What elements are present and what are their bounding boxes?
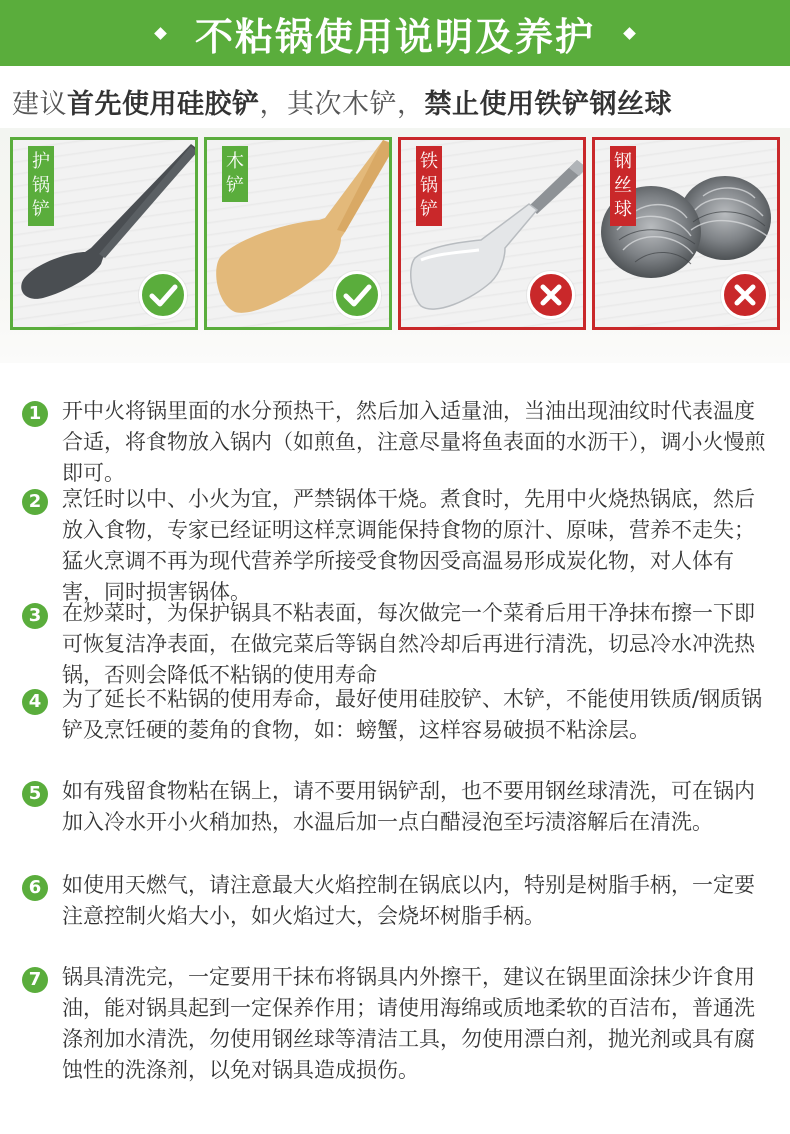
advice-part3: ，其次木铲，: [259, 89, 425, 120]
tool-card-wooden: [204, 137, 392, 330]
step-number-badge: 6: [22, 875, 48, 901]
tool-card-steel-wool: [592, 137, 780, 330]
instruction-text: 烹饪时以中、小火为宜，严禁锅体干烧。煮食时，先用中火烧热锅底，然后放入食物，专家已经证明这样烹调能保持食物的原汁、原味，营养不走失；猛火烹调不再为现代营养学所接受食物因受高温易形成炭化物，对人体有害，同时损害锅体。: [62, 487, 755, 604]
instruction-text: 锅具清洗完，一定要用干抹布将锅具内外擦干，建议在锅里面涂抹少许食用油，能对锅具起到一定保养作用；请使用海绵或质地柔软的百洁布，普通洗涤剂加水清洗，勿使用钢丝球等清洁工具，勿使用漂白剂，抛光剂或具有腐蚀性的洗涤剂，以免对锅具造成损伤。: [62, 965, 755, 1082]
advice-part2: 首先使用硅胶铲: [67, 89, 260, 120]
tool-label: 护 锅 铲: [28, 146, 54, 226]
instruction-text: 如使用天燃气，请注意最大火焰控制在锅底以内，特别是树脂手柄，一定要注意控制火焰大小，如火焰过大，会烧坏树脂手柄。: [62, 873, 755, 928]
step-number-badge: 2: [22, 489, 48, 515]
step-number-badge: 4: [22, 689, 48, 715]
step-number-badge: 3: [22, 603, 48, 629]
tool-card-silicone: [10, 137, 198, 330]
tool-label: 钢 丝 球: [610, 146, 636, 226]
tool-card-iron: [398, 137, 586, 330]
step-number-badge: 1: [22, 401, 48, 427]
page-title: 不粘锅使用说明及养护: [194, 14, 595, 59]
instruction-text: 开中火将锅里面的水分预热干，然后加入适量油，当油出现油纹时代表温度合适，将食物放入锅内（如煎鱼，注意尽量将鱼表面的水沥干），调小火慢煎即可。: [62, 399, 766, 485]
diamond-right-icon: [623, 27, 636, 40]
step-number-badge: 5: [22, 781, 48, 807]
advice-part4: 禁止使用铁铲钢丝球: [424, 89, 672, 120]
tool-label: 木 铲: [222, 146, 248, 202]
tool-label: 铁 锅 铲: [416, 146, 442, 226]
diamond-left-icon: [154, 27, 167, 40]
check-mark-icon: [333, 271, 381, 319]
check-mark-icon: [139, 271, 187, 319]
advice-line: [12, 82, 782, 121]
instruction-text: 如有残留食物粘在锅上，请不要用锅铲刮，也不要用钢丝球清洗，可在锅内加入冷水开小火稍加热，水温后加一点白醋浸泡至圬渍溶解后在清洗。: [62, 779, 755, 834]
title-banner: [0, 0, 790, 66]
cross-mark-icon: [527, 271, 575, 319]
instruction-text: 为了延长不粘锅的使用寿命，最好使用硅胶铲、木铲，不能使用铁质/钢质锅铲及烹饪硬的菱角的食物，如：螃蟹，这样容易破损不粘涂层。: [62, 687, 763, 742]
advice-part1: 建议: [12, 89, 67, 120]
instruction-text: 在炒菜时，为保护锅具不粘表面，每次做完一个菜肴后用干净抹布擦一下即可恢复洁净表面，在做完菜后等锅自然冷却后再进行清洗，切忌冷水冲洗热锅，否则会降低不粘锅的使用寿命: [62, 601, 755, 687]
cross-mark-icon: [721, 271, 769, 319]
step-number-badge: 7: [22, 967, 48, 993]
